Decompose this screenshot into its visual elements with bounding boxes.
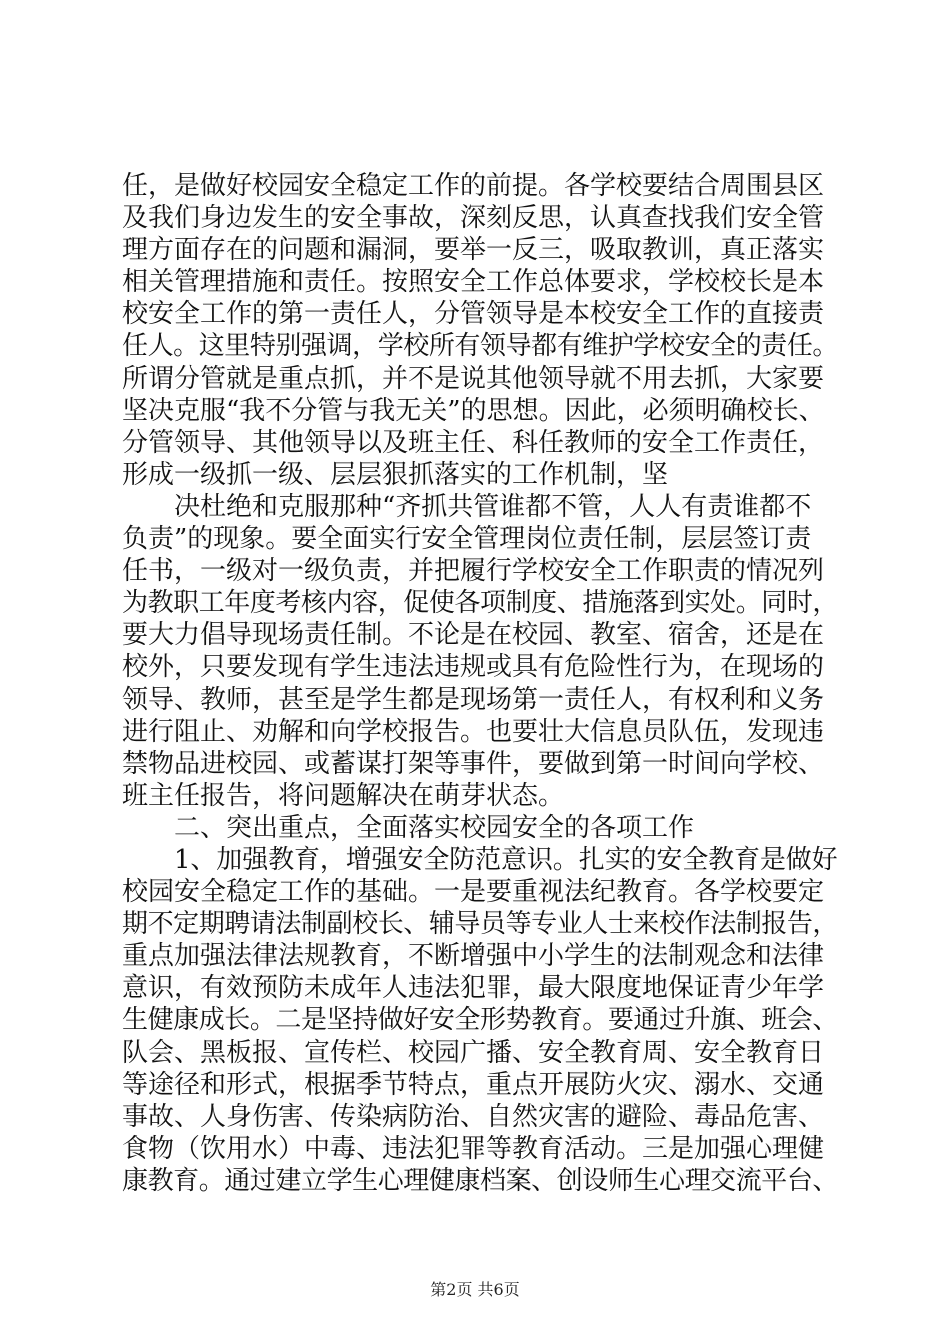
text-line: 决杜绝和克服那种“齐抓共管谁都不管，人人有责谁都不 — [174, 491, 812, 522]
text-line: 事故、人身伤害、传染病防治、自然灾害的避险、毒品危害、 — [122, 1101, 825, 1132]
text-line: 负责”的现象。要全面实行安全管理岗位责任制，层层签订责 — [122, 524, 812, 555]
text-line: 队会、黑板报、宣传栏、校园广播、安全教育周、安全教育日 — [122, 1037, 825, 1068]
text-line: 为教职工年度考核内容，促使各项制度、措施落到实处。同时， — [122, 588, 839, 619]
text-line: 任人。这里特别强调，学校所有领导都有维护学校安全的责任。 — [122, 331, 839, 362]
body-text — [122, 170, 838, 1197]
text-line: 康教育。通过建立学生心理健康档案、创设师生心理交流平台、 — [122, 1165, 839, 1196]
text-line: 领导、教师，甚至是学生都是现场第一责任人，有权利和义务 — [122, 684, 825, 715]
text-line: 校安全工作的第一责任人，分管领导是本校安全工作的直接责 — [122, 299, 825, 330]
text-line: 二、突出重点，全面落实校园安全的各项工作 — [174, 812, 695, 843]
text-line: 等途径和形式，根据季节特点，重点开展防火灾、溺水、交通 — [122, 1069, 825, 1100]
text-line: 1、加强教育，增强安全防范意识。扎实的安全教育是做好 — [174, 844, 838, 875]
text-line: 校园安全稳定工作的基础。一是要重视法纪教育。各学校要定 — [122, 877, 825, 908]
text-line: 意识，有效预防未成年人违法犯罪，最大限度地保证青少年学 — [122, 973, 825, 1004]
text-line: 及我们身边发生的安全事故，深刻反思，认真查找我们安全管 — [122, 203, 825, 234]
text-line: 要大力倡导现场责任制。不论是在校园、教室、宿舍，还是在 — [122, 620, 825, 651]
page-footer: 第2页 共6页 — [430, 1280, 520, 1299]
text-line: 生健康成长。二是坚持做好安全形势教育。要通过升旗、班会、 — [122, 1005, 839, 1036]
text-line: 任书，一级对一级负责，并把履行学校安全工作职责的情况列 — [122, 556, 825, 587]
text-line: 所谓分管就是重点抓，并不是说其他领导就不用去抓，大家要 — [122, 363, 825, 394]
text-line: 校外，只要发现有学生违法违规或具有危险性行为，在现场的 — [122, 652, 825, 683]
text-line: 相关管理措施和责任。按照安全工作总体要求，学校校长是本 — [122, 267, 825, 298]
text-line: 食物（饮用水）中毒、违法犯罪等教育活动。三是加强心理健 — [122, 1133, 825, 1164]
text-line: 形成一级抓一级、层层狠抓落实的工作机制，坚 — [122, 459, 669, 490]
text-line: 禁物品进校园、或蓄谋打架等事件，要做到第一时间向学校、 — [122, 748, 825, 779]
text-line: 期不定期聘请法制副校长、辅导员等专业人士来校作法制报告， — [122, 909, 839, 940]
text-line: 进行阻止、劝解和向学校报告。也要壮大信息员队伍，发现违 — [122, 716, 825, 747]
text-line: 分管领导、其他领导以及班主任、科任教师的安全工作责任， — [122, 427, 825, 458]
text-line: 坚决克服“我不分管与我无关”的思想。因此，必须明确校长、 — [122, 395, 825, 426]
text-line: 理方面存在的问题和漏洞，要举一反三，吸取教训，真正落实 — [122, 235, 825, 266]
text-line: 重点加强法律法规教育，不断增强中小学生的法制观念和法律 — [122, 941, 825, 972]
text-line: 任，是做好校园安全稳定工作的前提。各学校要结合周围县区 — [122, 171, 825, 201]
text-line: 班主任报告，将问题解决在萌芽状态。 — [122, 780, 565, 811]
